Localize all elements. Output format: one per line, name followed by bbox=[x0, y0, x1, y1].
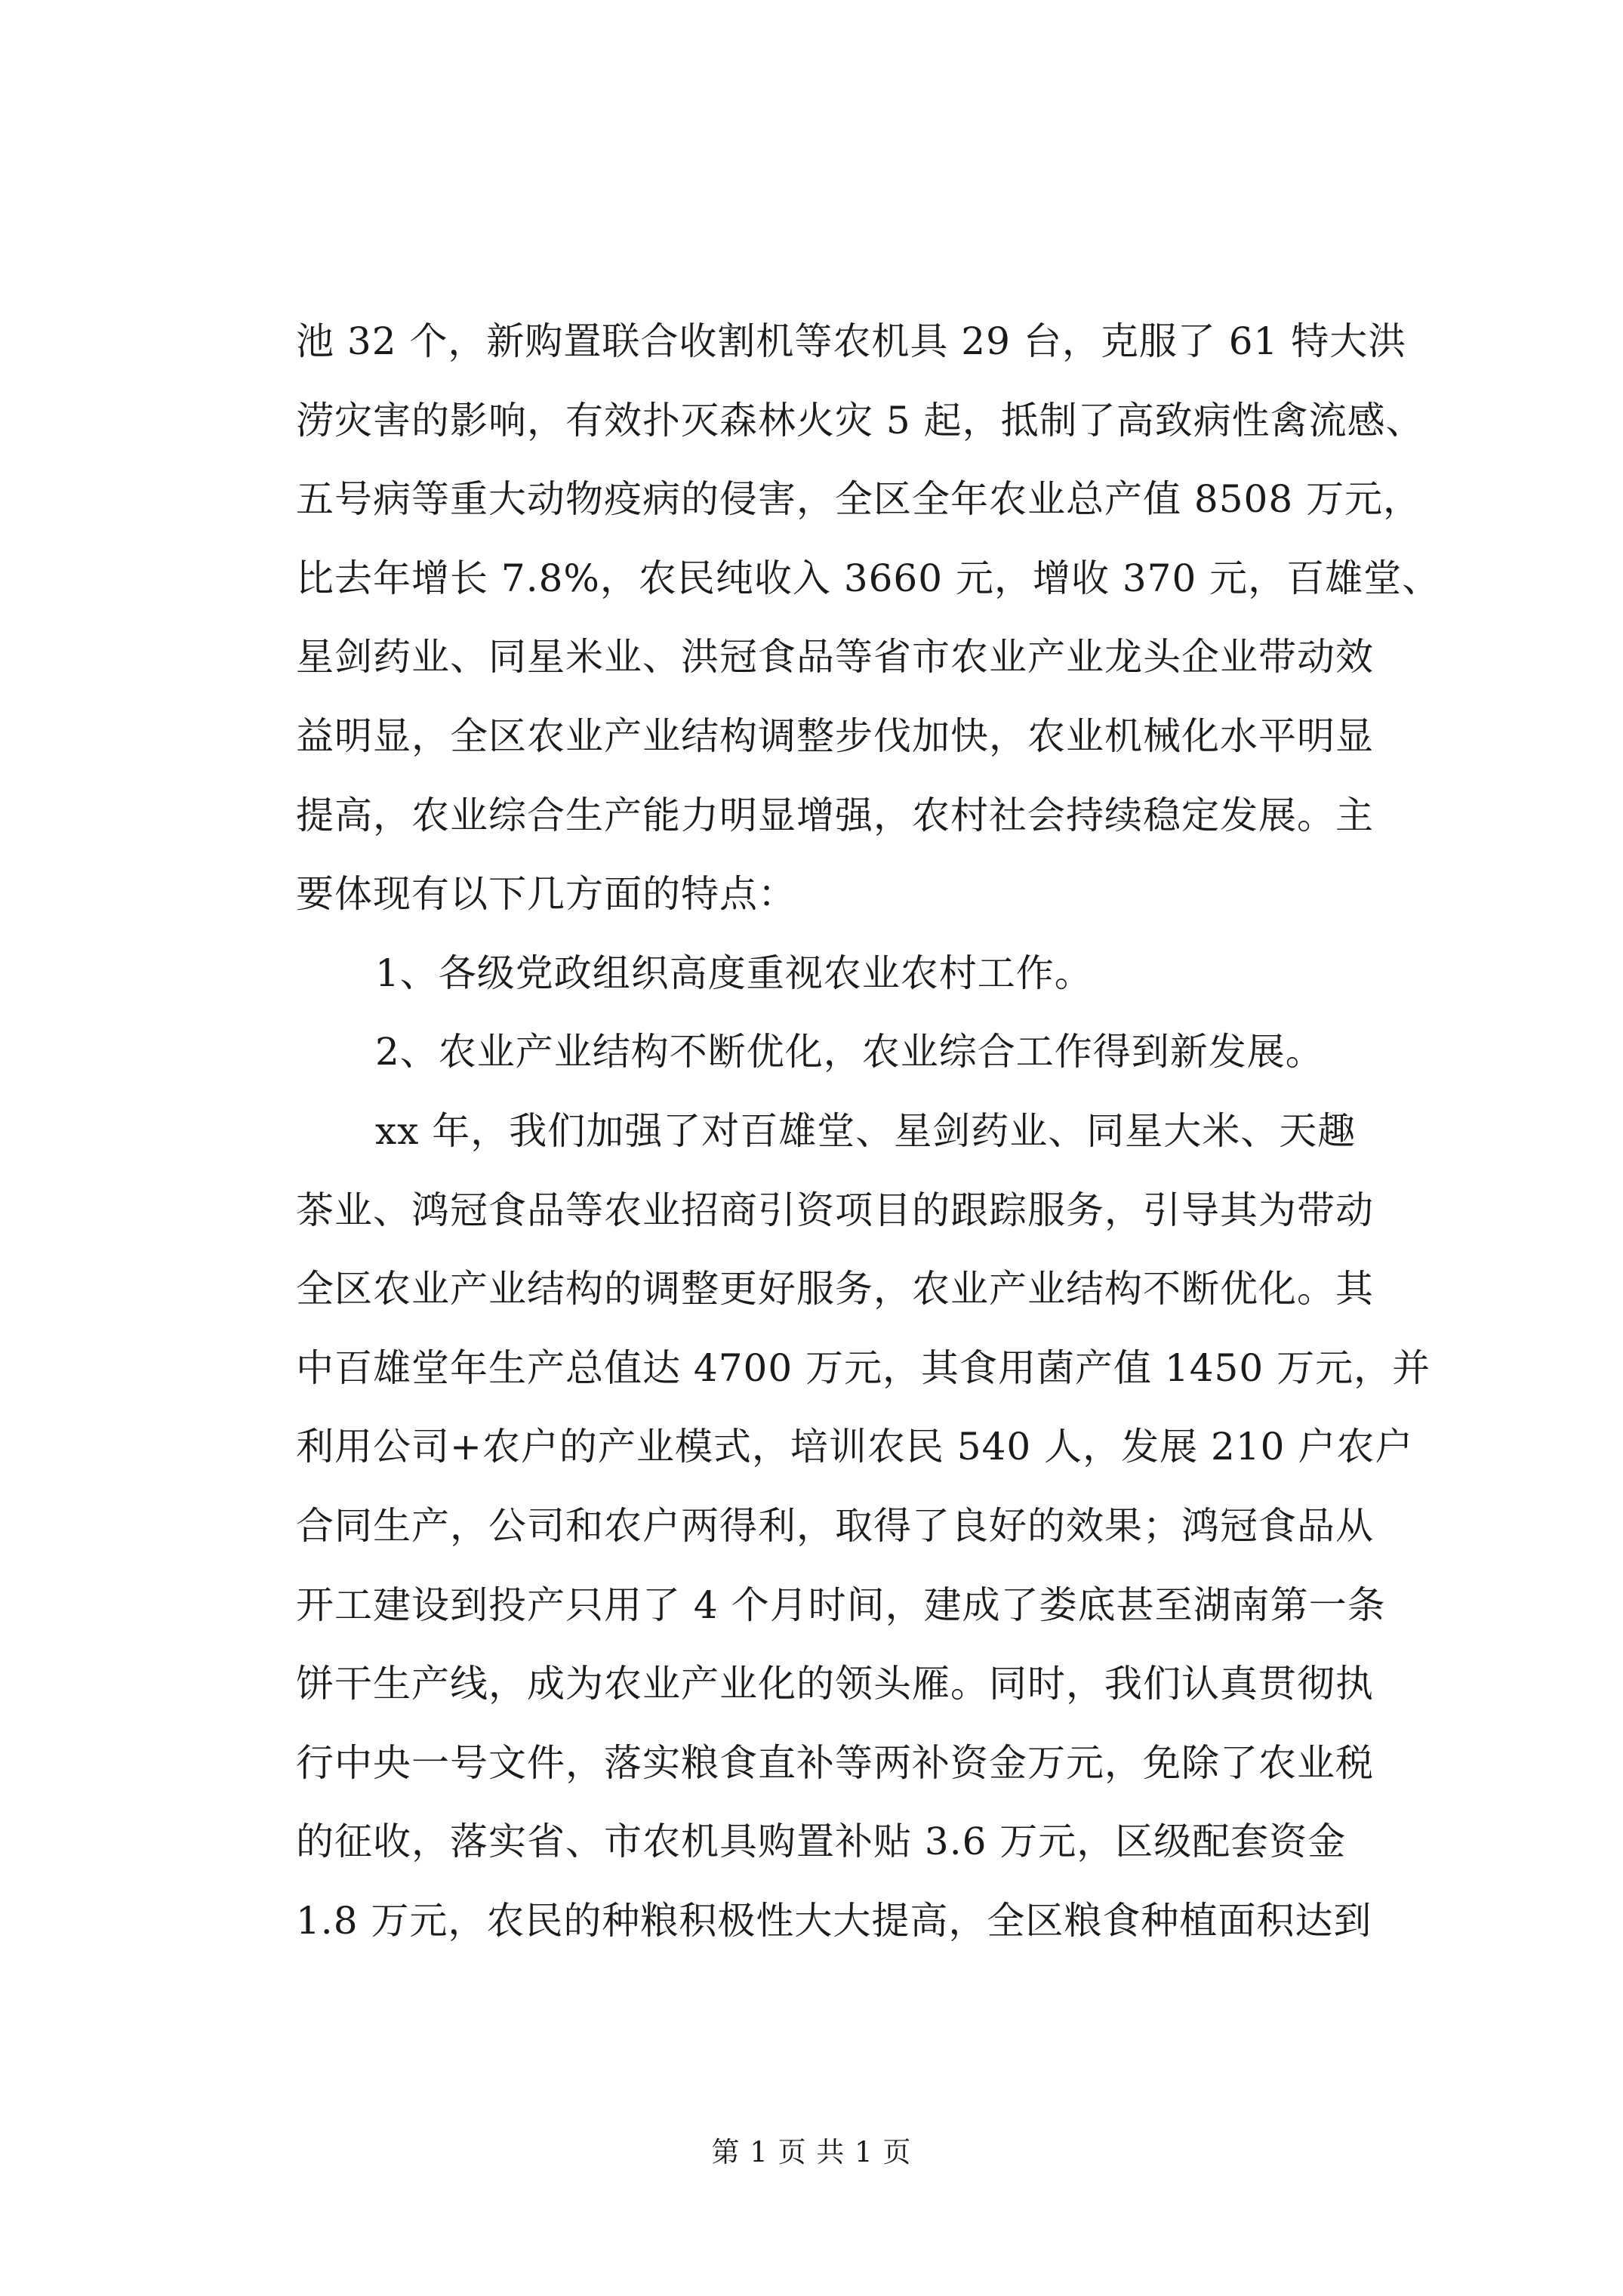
text-line: 提高，农业综合生产能力明显增强，农村社会持续稳定发展。主 bbox=[296, 793, 1374, 837]
text-line: 合同生产，公司和农户两得利，取得了良好的效果；鸿冠食品从 bbox=[296, 1503, 1374, 1548]
text-line: 池 32 个，新购置联合收割机等农机具 29 台，克服了 61 特大洪 bbox=[296, 319, 1407, 363]
text-line: 全区农业产业结构的调整更好服务，农业产业结构不断优化。其 bbox=[296, 1267, 1374, 1311]
text-line: 1.8 万元，农民的种粮积极性大大提高，全区粮食种植面积达到 bbox=[296, 1898, 1372, 1943]
list-item-1: 1、各级党政组织高度重视农业农村工作。 bbox=[298, 951, 1093, 995]
paragraph-start: xx 年，我们加强了对百雄堂、星剑药业、同星大米、天趣 bbox=[298, 1108, 1357, 1153]
text-line: 涝灾害的影响，有效扑灭森林火灾 5 起，抵制了高致病性禽流感、 bbox=[296, 398, 1424, 442]
page-footer bbox=[0, 2129, 1623, 2170]
text-line: 开工建设到投产只用了 4 个月时间，建成了娄底甚至湖南第一条 bbox=[296, 1583, 1386, 1627]
text-line: 的征收，落实省、市农机具购置补贴 3.6 万元，区级配套资金 bbox=[296, 1820, 1347, 1864]
text-line: 中百雄堂年生产总值达 4700 万元，其食用菌产值 1450 万元，并 bbox=[296, 1345, 1431, 1390]
text-line: 饼干生产线，成为农业产业化的领头雁。同时，我们认真贯彻执 bbox=[296, 1662, 1374, 1706]
body-text bbox=[296, 302, 1441, 1960]
text-line: 益明显，全区农业产业结构调整步伐加快，农业机械化水平明显 bbox=[296, 713, 1374, 758]
text-line: 要体现有以下几方面的特点： bbox=[296, 872, 796, 917]
list-item-2: 2、农业产业结构不断优化，农业综合工作得到新发展。 bbox=[298, 1030, 1324, 1074]
text-line: 茶业、鸿冠食品等农业招商引资项目的跟踪服务，引导其为带动 bbox=[296, 1188, 1374, 1232]
page-number-label: 第 1 页 共 1 页 bbox=[711, 2136, 912, 2168]
text-line: 行中央一号文件，落实粮食直补等两补资金万元，免除了农业税 bbox=[296, 1740, 1374, 1785]
text-line: 比去年增长 7.8%，农民纯收入 3660 元，增收 370 元，百雄堂、 bbox=[296, 556, 1441, 600]
text-line: 利用公司+农户的产业模式，培训农民 540 人，发展 210 户农户 bbox=[296, 1425, 1414, 1469]
text-line: 五号病等重大动物疫病的侵害，全区全年农业总产值 8508 万元， bbox=[296, 477, 1422, 522]
text-line: 星剑药业、同星米业、洪冠食品等省市农业产业龙头企业带动效 bbox=[296, 635, 1374, 680]
